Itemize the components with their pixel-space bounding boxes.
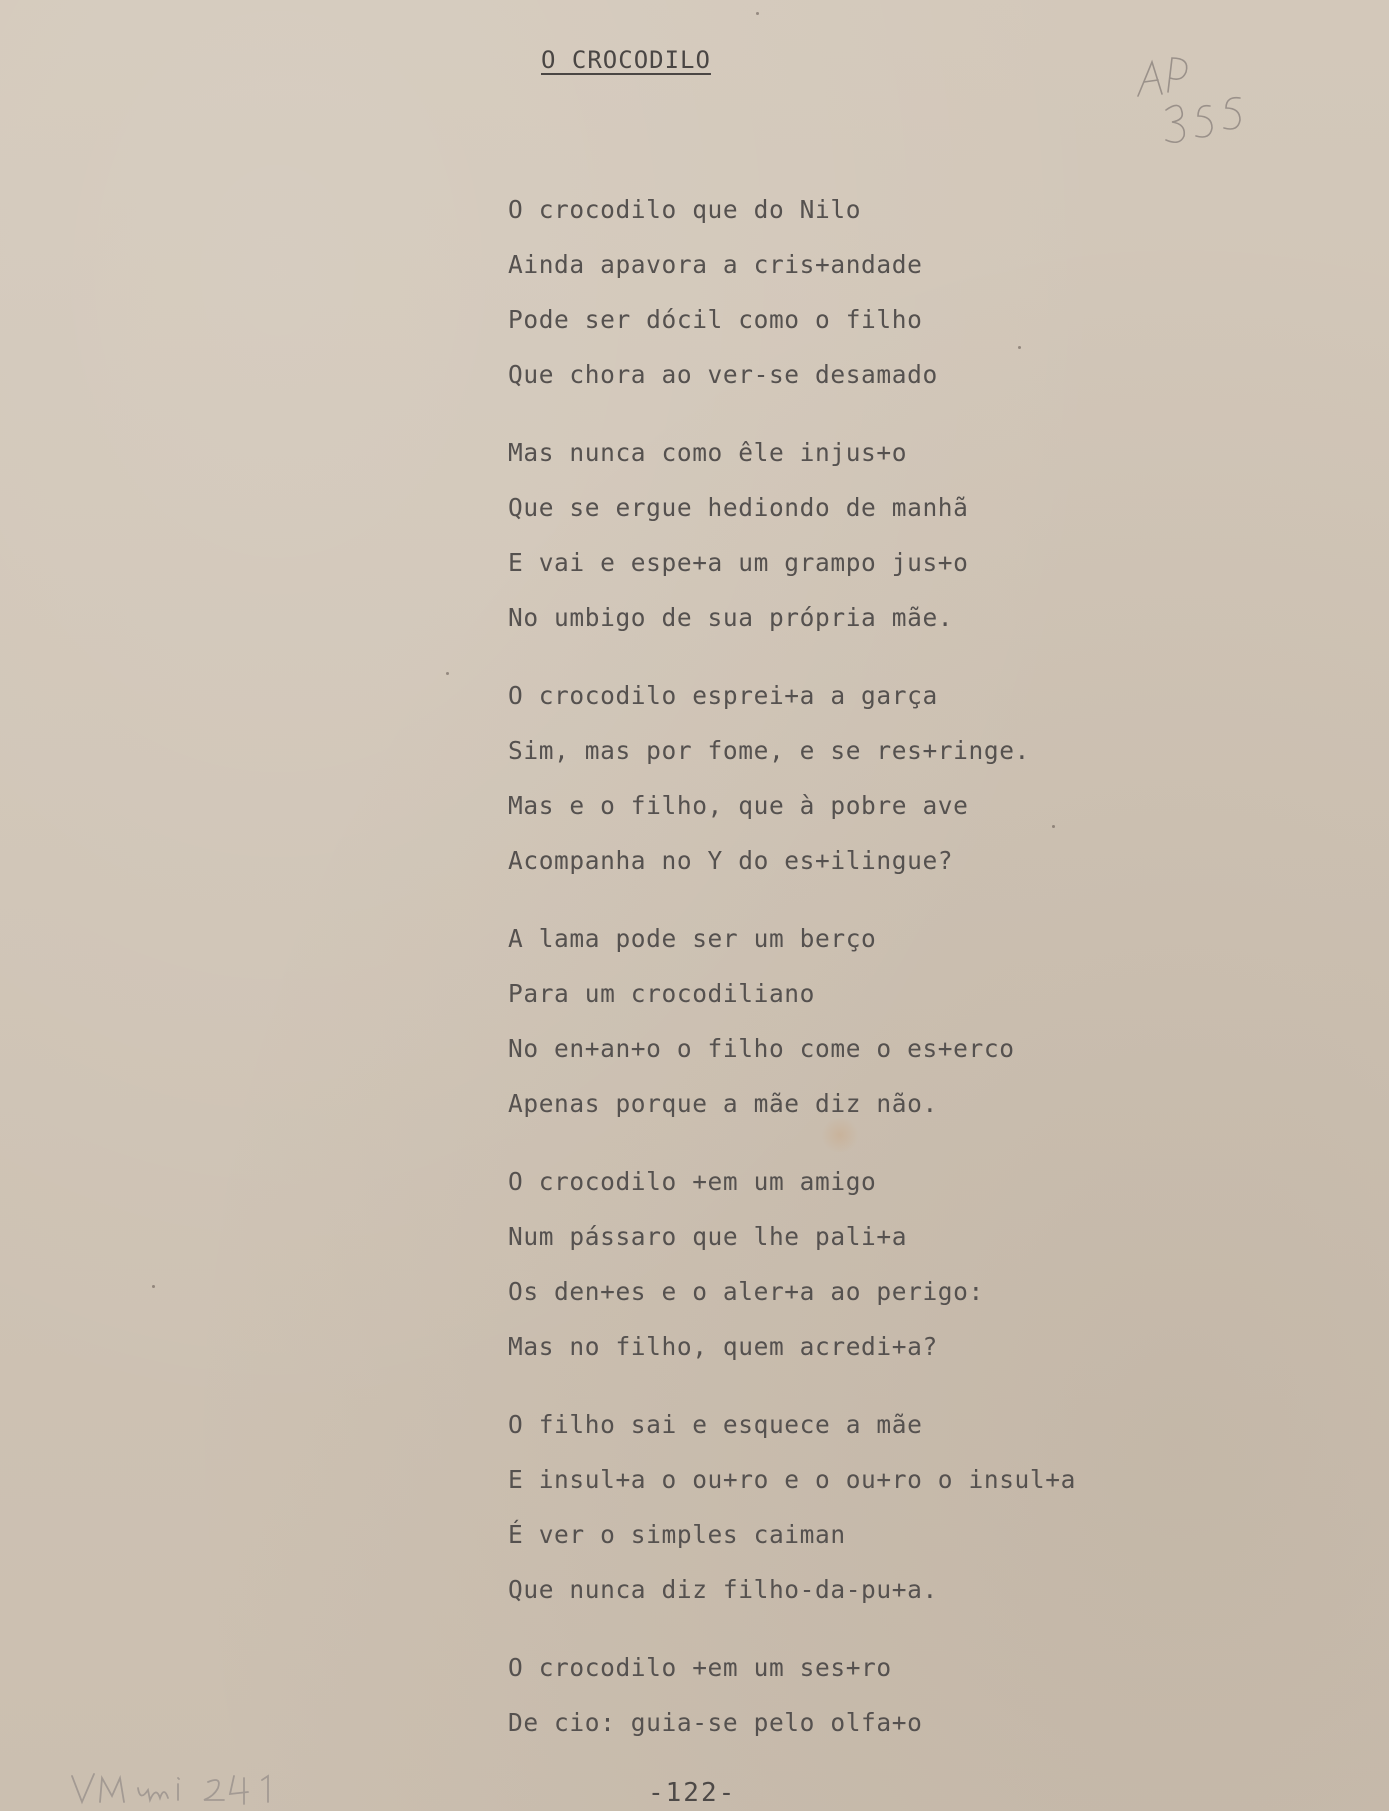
poem-line: E vai e espe+a um grampo jus+o	[508, 548, 969, 577]
poem-line: É ver o simples caiman	[508, 1520, 846, 1549]
poem-line: Ainda apavora a cris+andade	[508, 250, 923, 279]
poem-line: Acompanha no Y do es+ilingue?	[508, 846, 954, 875]
stanza	[508, 1397, 1228, 1617]
stanza	[508, 182, 1228, 402]
handwritten-reference-annotation	[1128, 48, 1258, 158]
poem-line: Sim, mas por fome, e se res+ringe.	[508, 736, 1030, 765]
stanza	[508, 1640, 1228, 1750]
poem-line: Para um crocodiliano	[508, 979, 816, 1008]
poem-line: No umbigo de sua própria mãe.	[508, 603, 954, 632]
page-number: -122-	[648, 1778, 737, 1808]
poem-line: A lama pode ser um berço	[508, 924, 877, 953]
paper-stain	[820, 1118, 860, 1152]
poem-line: Os den+es e o aler+a ao perigo:	[508, 1277, 984, 1306]
poem-line: De cio: guia-se pelo olfa+o	[508, 1708, 923, 1737]
poem-line: Pode ser dócil como o filho	[508, 305, 923, 334]
poem-line: O filho sai e esquece a mãe	[508, 1410, 923, 1439]
paper-speck	[756, 12, 759, 15]
poem-line: Apenas porque a mãe diz não.	[508, 1089, 938, 1118]
paper-speck	[152, 1285, 155, 1288]
stanza	[508, 911, 1228, 1131]
poem-title: O CROCODILO	[541, 46, 711, 74]
poem-line: O crocodilo esprei+a a garça	[508, 681, 938, 710]
stanza	[508, 668, 1228, 888]
paper-speck	[446, 672, 449, 675]
poem-line: Mas nunca como êle injus+o	[508, 438, 908, 467]
handwritten-archive-annotation	[68, 1768, 298, 1808]
poem-line: Mas e o filho, que à pobre ave	[508, 791, 969, 820]
poem-line: Que chora ao ver-se desamado	[508, 360, 938, 389]
poem-line: O crocodilo +em um ses+ro	[508, 1653, 892, 1682]
paper-speck	[1052, 825, 1055, 828]
poem-line: No en+an+o o filho come o es+erco	[508, 1034, 1015, 1063]
stanza	[508, 1154, 1228, 1374]
poem-line: O crocodilo que do Nilo	[508, 195, 862, 224]
poem-line: O crocodilo +em um amigo	[508, 1167, 877, 1196]
poem-line: Num pássaro que lhe pali+a	[508, 1222, 908, 1251]
paper-speck	[1018, 346, 1021, 349]
poem-line: Mas no filho, quem acredi+a?	[508, 1332, 938, 1361]
poem-line: E insul+a o ou+ro e o ou+ro o insul+a	[508, 1465, 1076, 1494]
stanza	[508, 425, 1228, 645]
poem-body	[508, 182, 1228, 1773]
poem-line: Que se ergue hediondo de manhã	[508, 493, 969, 522]
poem-line: Que nunca diz filho-da-pu+a.	[508, 1575, 938, 1604]
